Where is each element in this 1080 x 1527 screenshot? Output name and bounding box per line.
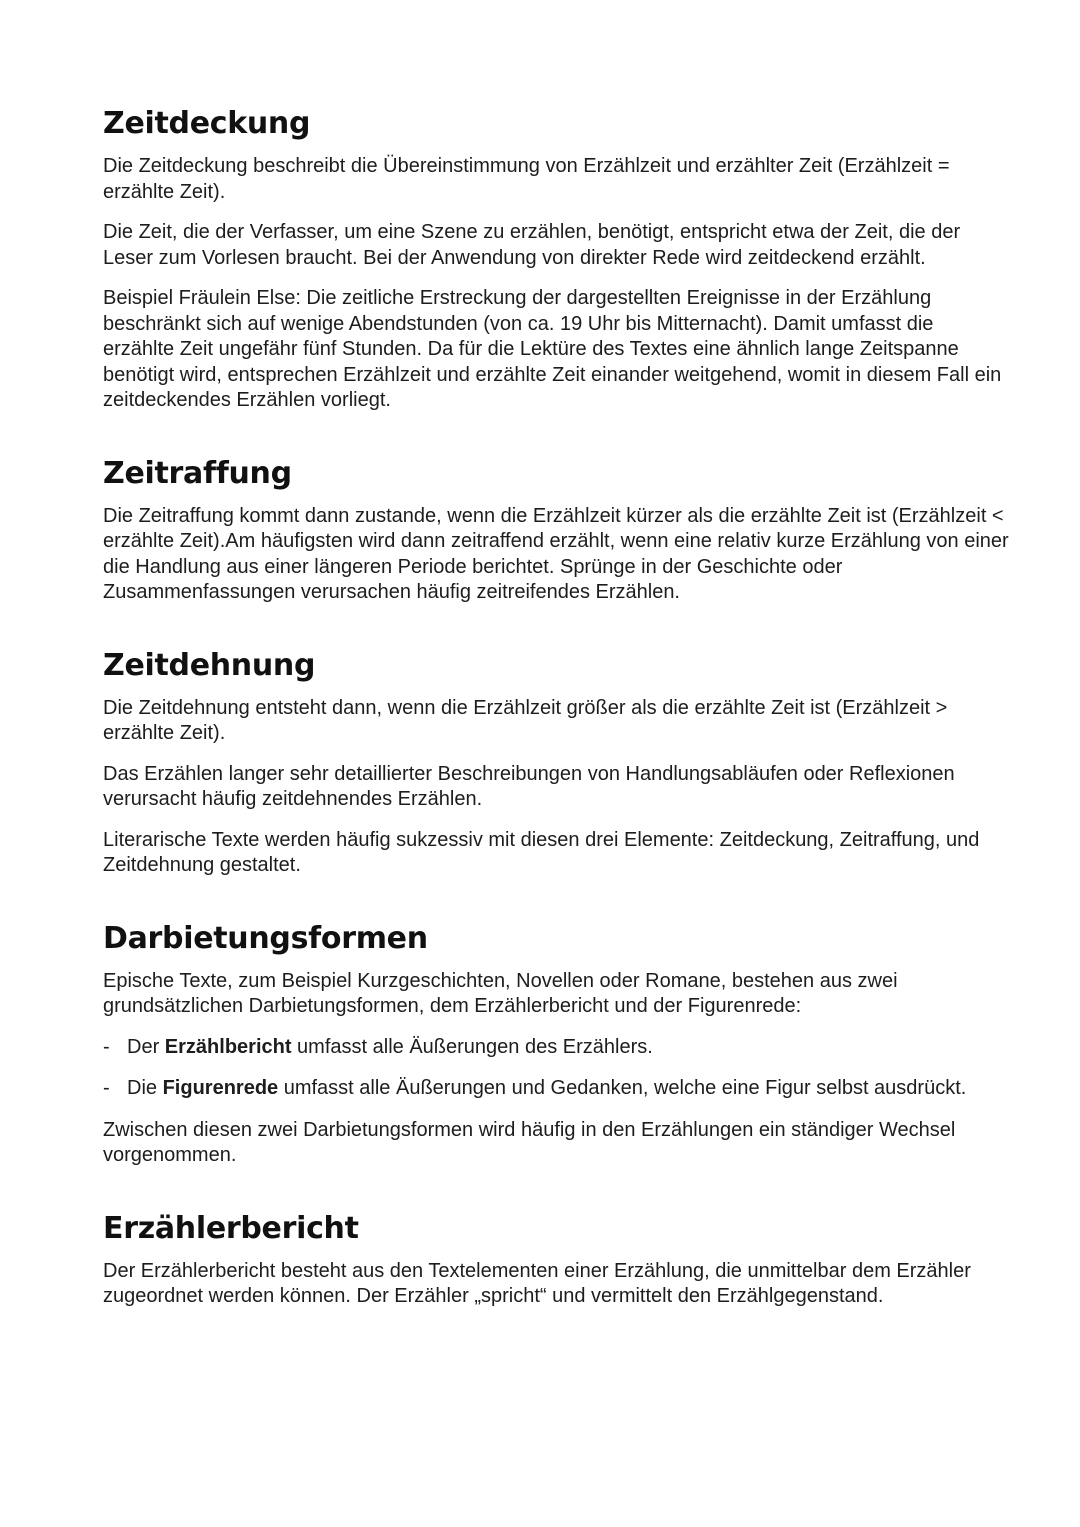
list-item-term: Figurenrede	[162, 1077, 279, 1099]
paragraph-outro: Zwischen diesen zwei Darbietungsformen wird häufig in den Erzählungen ein ständiger Wechsel vorgenommen.	[103, 1118, 956, 1166]
list-item	[103, 1076, 1010, 1102]
section-heading: Erzählerbericht	[103, 1210, 359, 1246]
section-heading: Zeitraffung	[103, 455, 292, 491]
paragraph: Die Zeitraffung kommt dann zustande, wenn die Erzählzeit kürzer als die erzählte Zeit ist (Erzählzeit < erzählte Zeit).Am häufigsten wird dann zeitraffend erzählt, wenn eine relativ kurze Erzählung von einer die Handlung aus einer längeren Periode berichtet. Sprünge in der Geschichte oder Zusammenfassungen verursachen häufig zeitreifendes Erzählen.	[103, 504, 1009, 603]
paragraph-intro: Epische Texte, zum Beispiel Kurzgeschichten, Novellen oder Romane, bestehen aus zwei grundsätzlichen Darbietungsformen, dem Erzählerbericht und der Figurenrede:	[103, 969, 898, 1017]
dash-bullet: -	[103, 1035, 110, 1058]
section-zeitdeckung	[103, 104, 1010, 414]
paragraph: Die Zeit, die der Verfasser, um eine Szene zu erzählen, benötigt, entspricht etwa der Zeit, die der Leser zum Vorlesen braucht. Bei der Anwendung von direkter Rede wird zeitdeckend erzählt.	[103, 221, 961, 269]
section-erzaehlerbericht	[103, 1209, 1010, 1310]
bullet-list	[103, 1035, 1010, 1102]
paragraph: Das Erzählen langer sehr detaillierter Beschreibungen von Handlungsabläufen oder Reflexionen verursacht häufig zeitdehnendes Erzählen.	[103, 762, 955, 810]
list-item-post: umfasst alle Äußerungen des Erzählers.	[291, 1035, 653, 1058]
section-heading: Darbietungsformen	[103, 920, 428, 956]
paragraph: Beispiel Fräulein Else: Die zeitliche Erstreckung der dargestellten Ereignisse in der Erzählung beschränkt sich auf wenige Abendstunden (von ca. 19 Uhr bis Mitternacht). Damit umfasst die erzählte Zeit ungefähr fünf Stunden. Da für die Lektüre des Textes eine ähnlich lange Zeitspanne benötigt wird, entsprechen Erzählzeit und erzählte Zeit einander weitgehend, womit in diesem Fall ein zeitdeckendes Erzählen vorliegt.	[103, 287, 1002, 411]
section-zeitdehnung	[103, 646, 1010, 879]
dash-bullet: -	[103, 1077, 110, 1099]
paragraph: Der Erzählerbericht besteht aus den Textelementen einer Erzählung, die unmittelbar dem Erzähler zugeordnet werden können. Der Erzähler „spricht“ und vermittelt den Erzählgegenstand.	[103, 1259, 971, 1307]
paragraph: Literarische Texte werden häufig sukzessiv mit diesen drei Elemente: Zeitdeckung, Zeitraffung, und Zeitdehnung gestaltet.	[103, 828, 980, 876]
list-item-pre: Der	[127, 1035, 165, 1058]
list-item-post: umfasst alle Äußerungen und Gedanken, welche eine Figur selbst ausdrückt.	[278, 1077, 967, 1099]
section-darbietungsformen	[103, 919, 1010, 1169]
section-heading: Zeitdehnung	[103, 647, 316, 683]
list-item-term: Erzählbericht	[164, 1035, 292, 1058]
paragraph: Die Zeitdehnung entsteht dann, wenn die Erzählzeit größer als die erzählte Zeit ist (Erzählzeit > erzählte Zeit).	[103, 696, 948, 744]
section-heading: Zeitdeckung	[103, 106, 311, 141]
section-zeitraffung	[103, 454, 1010, 606]
list-item	[103, 1035, 1010, 1061]
paragraph: Die Zeitdeckung beschreibt die Übereinstimmung von Erzählzeit und erzählter Zeit (Erzählzeit = erzählte Zeit).	[103, 155, 950, 203]
list-item-pre: Die	[127, 1077, 163, 1099]
